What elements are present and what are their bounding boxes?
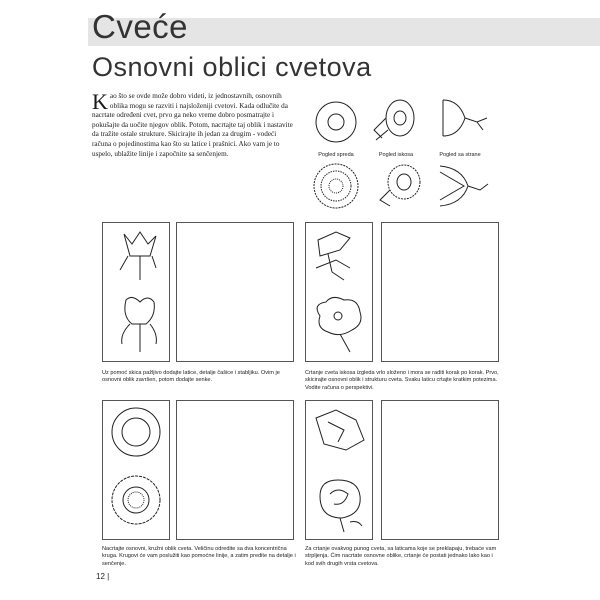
flower-front-view-outline — [312, 98, 362, 148]
sunflower-outline — [110, 406, 164, 460]
view-caption-front: Pogled spreda — [318, 152, 354, 158]
page-title: Cvеće — [92, 8, 189, 45]
flower-side-view-outline — [435, 96, 495, 151]
flower-side-drawing — [436, 162, 491, 212]
intro-text: ao što se ovde može dobro videti, iz jednostavnih, osnovnih oblika mogu se razviti i najsloženiji cvetovi. Kada odlučite da nacrtate određeni cvet, prvo ga neko vreme dobro posmatrajte i pokušajte da uočite njegov oblik. Potom, nacrtajte taj oblik i nastavite da tražite ostale strukture. Skicirajte ih jedan za drugim - vodeći računa o pojedinostima kao što su latice i prašnici. Ako vam je to uspelo, ublažite linije i započnite sa senčenjem. — [92, 92, 293, 158]
exercise-2-practice-panel[interactable] — [381, 222, 499, 362]
page-subtitle: Osnovni oblici cvetova — [92, 52, 372, 82]
sunflower-drawing — [110, 474, 164, 528]
rose-outline — [310, 406, 370, 466]
intro-dropcap: K — [92, 89, 108, 114]
exercise-1-caption: Uz pomoć skica pažljivo dodajte latice, detalje čašice i stabljiku. Ovim je osnovni oblik završen, potom dodajte senke. — [102, 370, 280, 384]
exercise-4-caption: Za crtanje ovakvog punog cveta, sa laticama koje se preklapaju, trebaće vam strpljenja. Ćim nacrtate osnovne oblike, crtanje će postati jednako lako kao i kod svih drugih vrsta cvetova. — [305, 546, 497, 567]
exercise-4-practice-panel[interactable] — [381, 400, 499, 540]
exercise-2-caption: Crtanje cveta iskosa izgleda vrlo složeno i mora se raditi korak po korak. Prvo, skicirajte osnovni oblik i strukturu cveta. Svaku laticu crtajte kratkim potezima. Vodite računa o perspektivi. — [305, 370, 499, 391]
view-caption-oblique: Pogled iskosa — [378, 152, 414, 158]
flower-front-drawing — [312, 162, 362, 212]
exercise-3-caption: Nacrtajte osnovni, kružni oblik cveta. Veličinu odredite sa dva koncentrična kruga. Krugovi će vam poslužiti kao pomoćne linije, a zatim predite na detalje i senčenje. — [102, 546, 296, 567]
poppy-drawing — [310, 294, 370, 356]
flower-oblique-view-outline — [368, 96, 428, 151]
tulip-drawing — [110, 294, 164, 356]
exercise-1-practice-panel[interactable] — [176, 222, 294, 362]
page-number: 12 | — [96, 572, 110, 581]
view-caption-side: Pogled sa strane — [439, 152, 481, 158]
intro-paragraph — [92, 89, 294, 159]
flower-oblique-drawing — [376, 162, 431, 212]
poppy-outline — [310, 228, 370, 288]
exercise-3-practice-panel[interactable] — [176, 400, 294, 540]
tulip-outline — [110, 228, 164, 288]
rose-drawing — [310, 474, 370, 534]
